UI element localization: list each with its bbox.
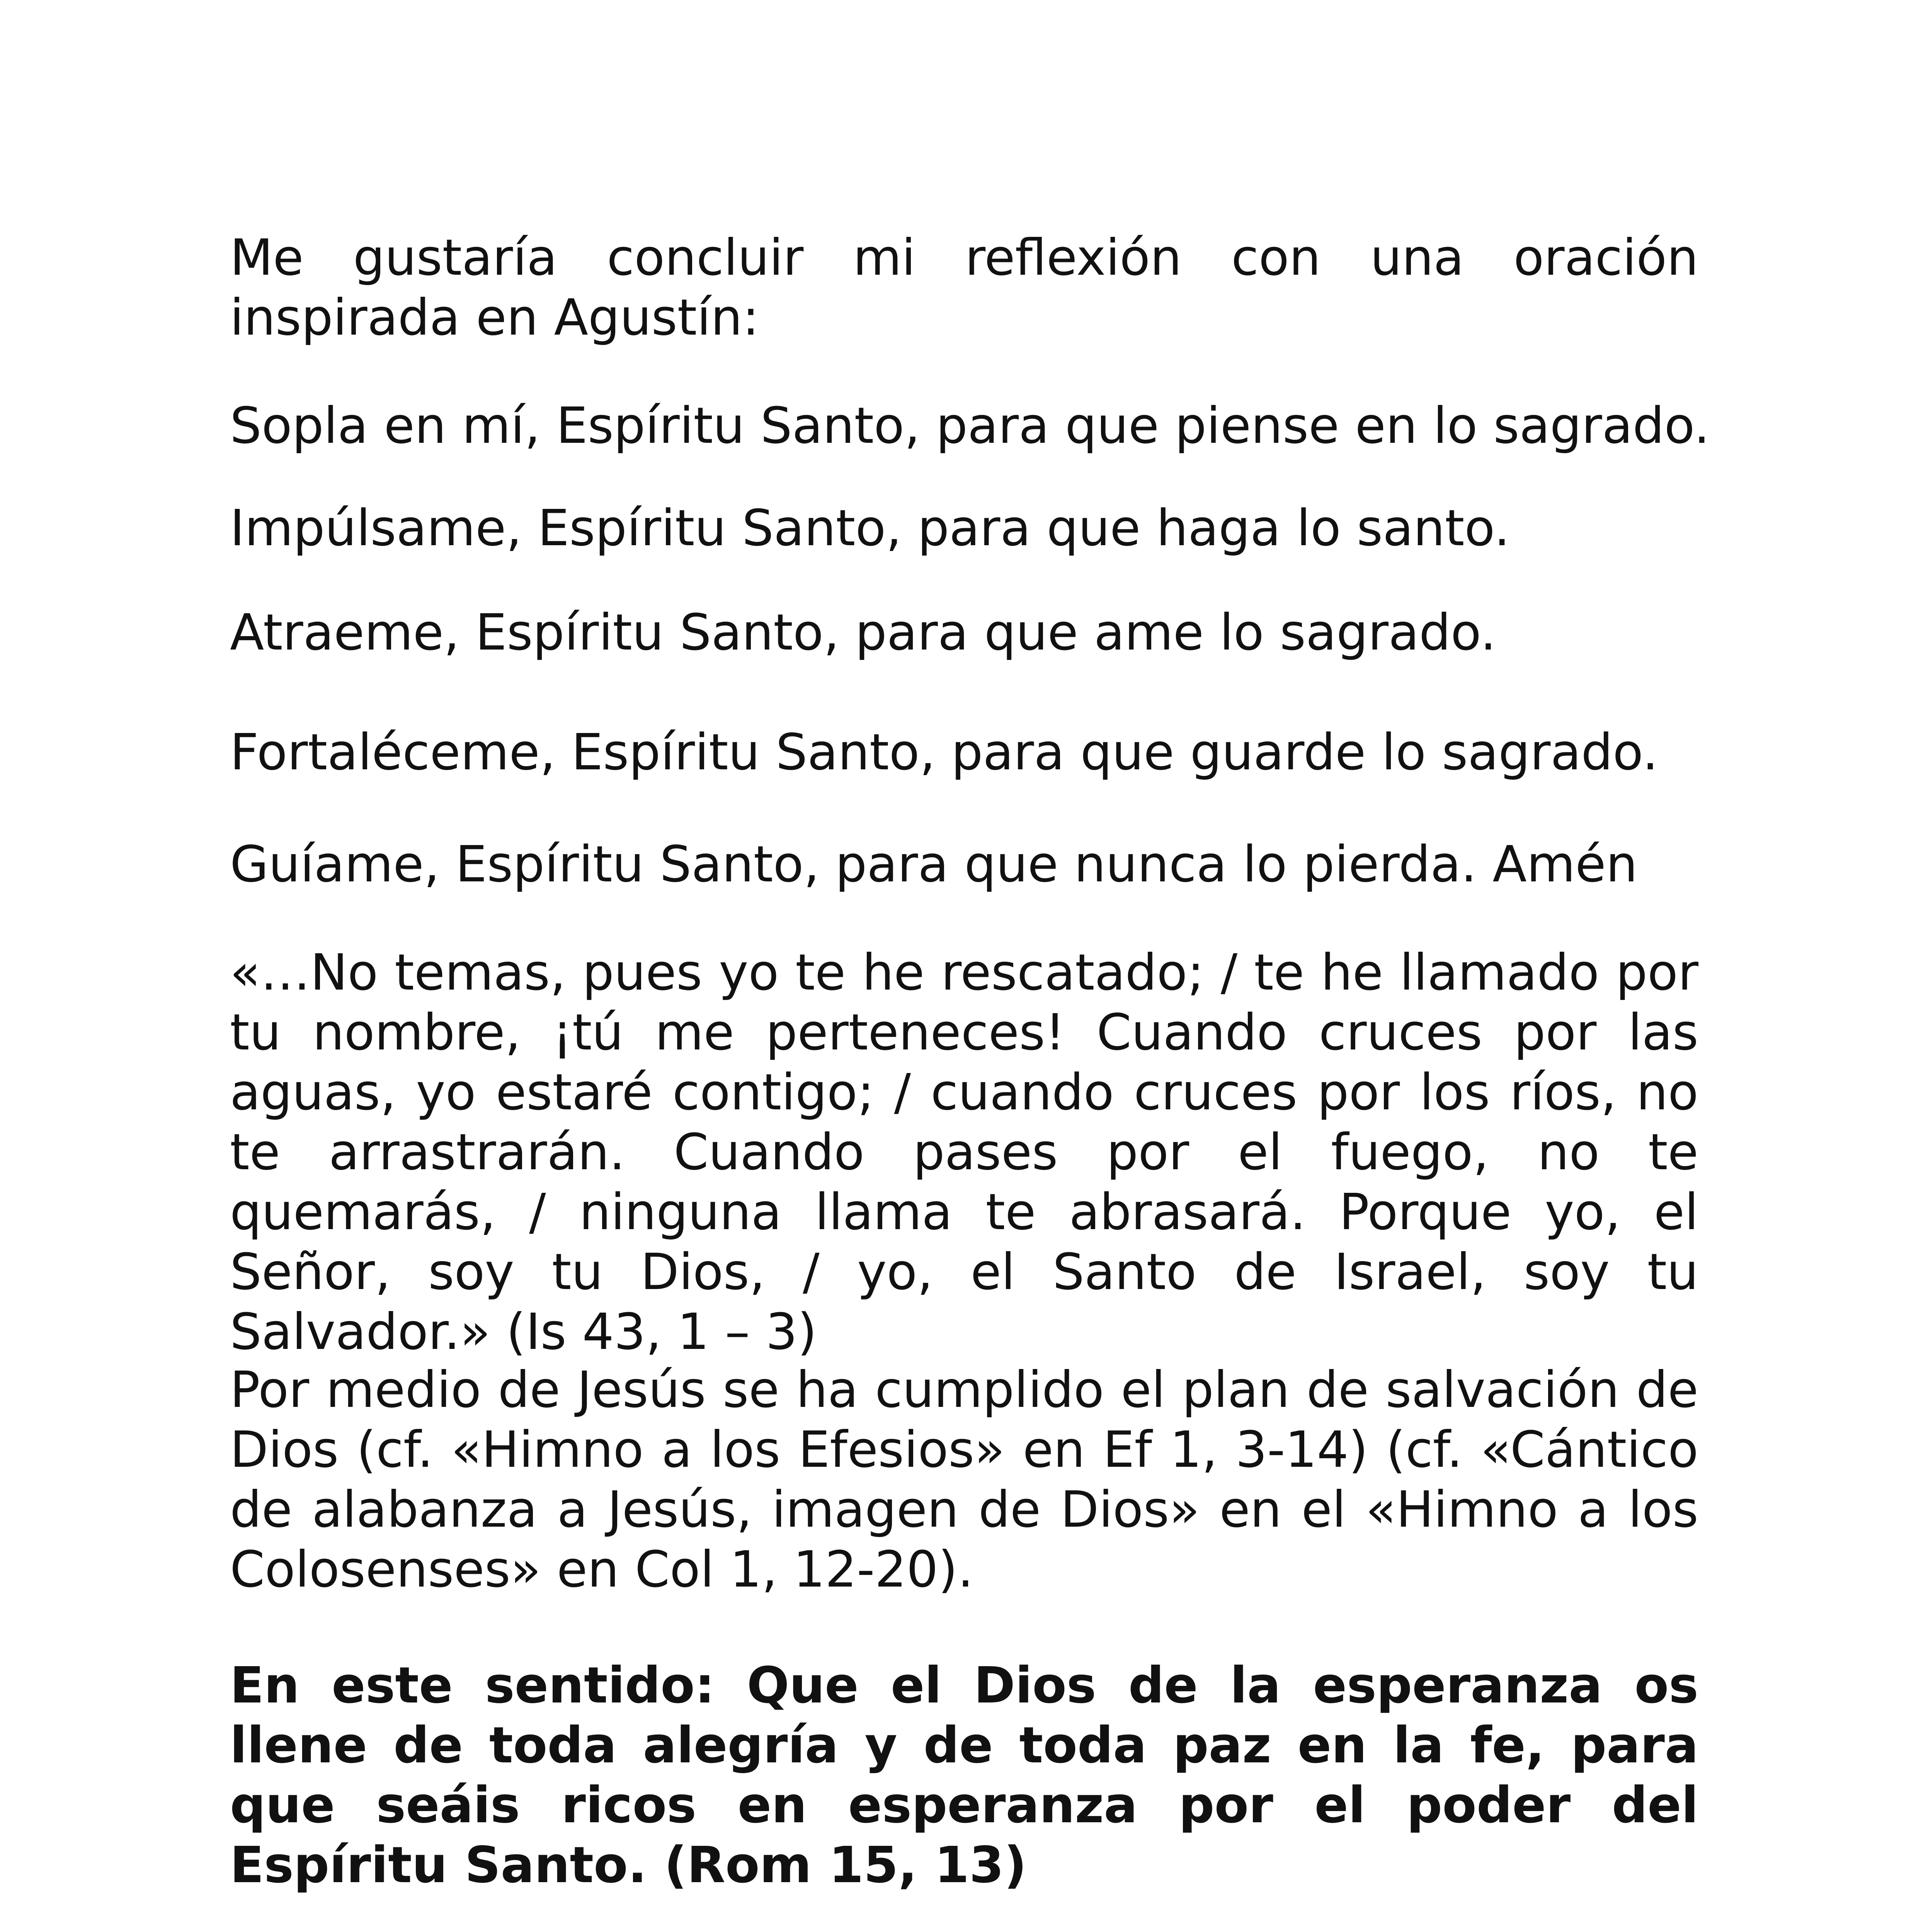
prayer-line-1: Sopla en mí, Espíritu Santo, para que piense en lo sagrado. bbox=[230, 397, 1710, 455]
romans-blessing-paragraph: En este sentido: Que el Dios de la esperanza os llene de toda alegría y de toda paz en la fe, para que seáis ricos en esperanza por el poder del Espíritu Santo. (Rom 15, 13) bbox=[230, 1656, 1698, 1894]
prayer-line-4: Fortaléceme, Espíritu Santo, para que guarde lo sagrado. bbox=[230, 723, 1658, 781]
salvation-plan-paragraph: Por medio de Jesús se ha cumplido el plan de salvación de Dios (cf. «Himno a los Efesios» en Ef 1, 3-14) (cf. «Cántico de alabanza a Jesús, imagen de Dios» en el «Himno a los Colosenses» en Col 1, 12-20). bbox=[230, 1361, 1698, 1599]
intro-paragraph: Me gustaría concluir mi reflexión con una oración inspirada en Agustín: bbox=[230, 229, 1698, 347]
prayer-line-2: Impúlsame, Espíritu Santo, para que haga lo santo. bbox=[230, 499, 1510, 557]
prayer-line-3: Atraeme, Espíritu Santo, para que ame lo sagrado. bbox=[230, 604, 1496, 662]
prayer-line-5: Guíame, Espíritu Santo, para que nunca lo pierda. Amén bbox=[230, 835, 1638, 893]
isaiah-quote-paragraph: «…No temas, pues yo te he rescatado; / te he llamado por tu nombre, ¡tú me perteneces! Cuando cruces por las aguas, yo estaré contigo; / cuando cruces por los ríos, no te arrastrarán. Cuando pases por el fuego, no te quemarás, / ninguna llama te abrasará. Porque yo, el Señor, soy tu Dios, / yo, el Santo de Israel, soy tu Salvador.» (Is 43, 1 – 3) bbox=[230, 944, 1698, 1361]
